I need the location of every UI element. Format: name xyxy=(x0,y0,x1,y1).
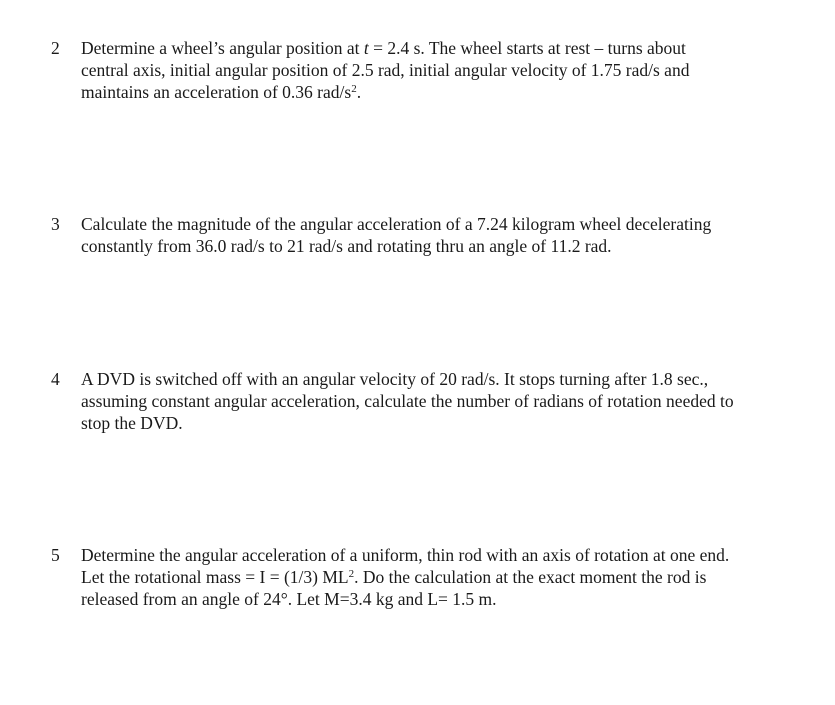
question-text xyxy=(81,213,811,257)
question-text xyxy=(81,37,811,103)
text-line: Determine the angular acceleration of a uniform, thin rod with an axis of rotation at one end. xyxy=(81,545,730,565)
question-number: 5 xyxy=(51,545,60,565)
text-line: stop the DVD. xyxy=(81,413,183,433)
text-line: central axis, initial angular position of 2.5 rad, initial angular velocity of 1.75 rad/s and xyxy=(81,60,690,80)
question-number: 3 xyxy=(51,214,60,234)
text-line: released from an angle of 24°. Let M=3.4 kg and L= 1.5 m. xyxy=(81,589,497,609)
text-line: Calculate the magnitude of the angular acceleration of a 7.24 kilogram wheel decelerating xyxy=(81,214,712,234)
text-line: assuming constant angular acceleration, calculate the number of radians of rotation needed to xyxy=(81,391,734,411)
variable-t: t xyxy=(363,38,369,58)
text-line: Determine a wheel’s angular position at t = 2.4 s. The wheel starts at rest – turns about xyxy=(81,38,686,58)
text-line: A DVD is switched off with an angular velocity of 20 rad/s. It stops turning after 1.8 sec., xyxy=(81,369,709,389)
text-line: maintains an acceleration of 0.36 rad/$s^2$. xyxy=(81,82,362,102)
superscript: 2 xyxy=(348,568,355,580)
question-text xyxy=(81,544,811,610)
question-text xyxy=(81,368,811,434)
question-number: 4 xyxy=(51,369,60,389)
question-number: 2 xyxy=(51,38,60,58)
text-line: Let the rotational mass = I = (1/3) $ML^2$. Do the calculation at the exact moment the rod is xyxy=(81,567,707,587)
text-line: constantly from 36.0 rad/s to 21 rad/s and rotating thru an angle of 11.2 rad. xyxy=(81,236,612,256)
superscript: 2 xyxy=(351,83,357,95)
